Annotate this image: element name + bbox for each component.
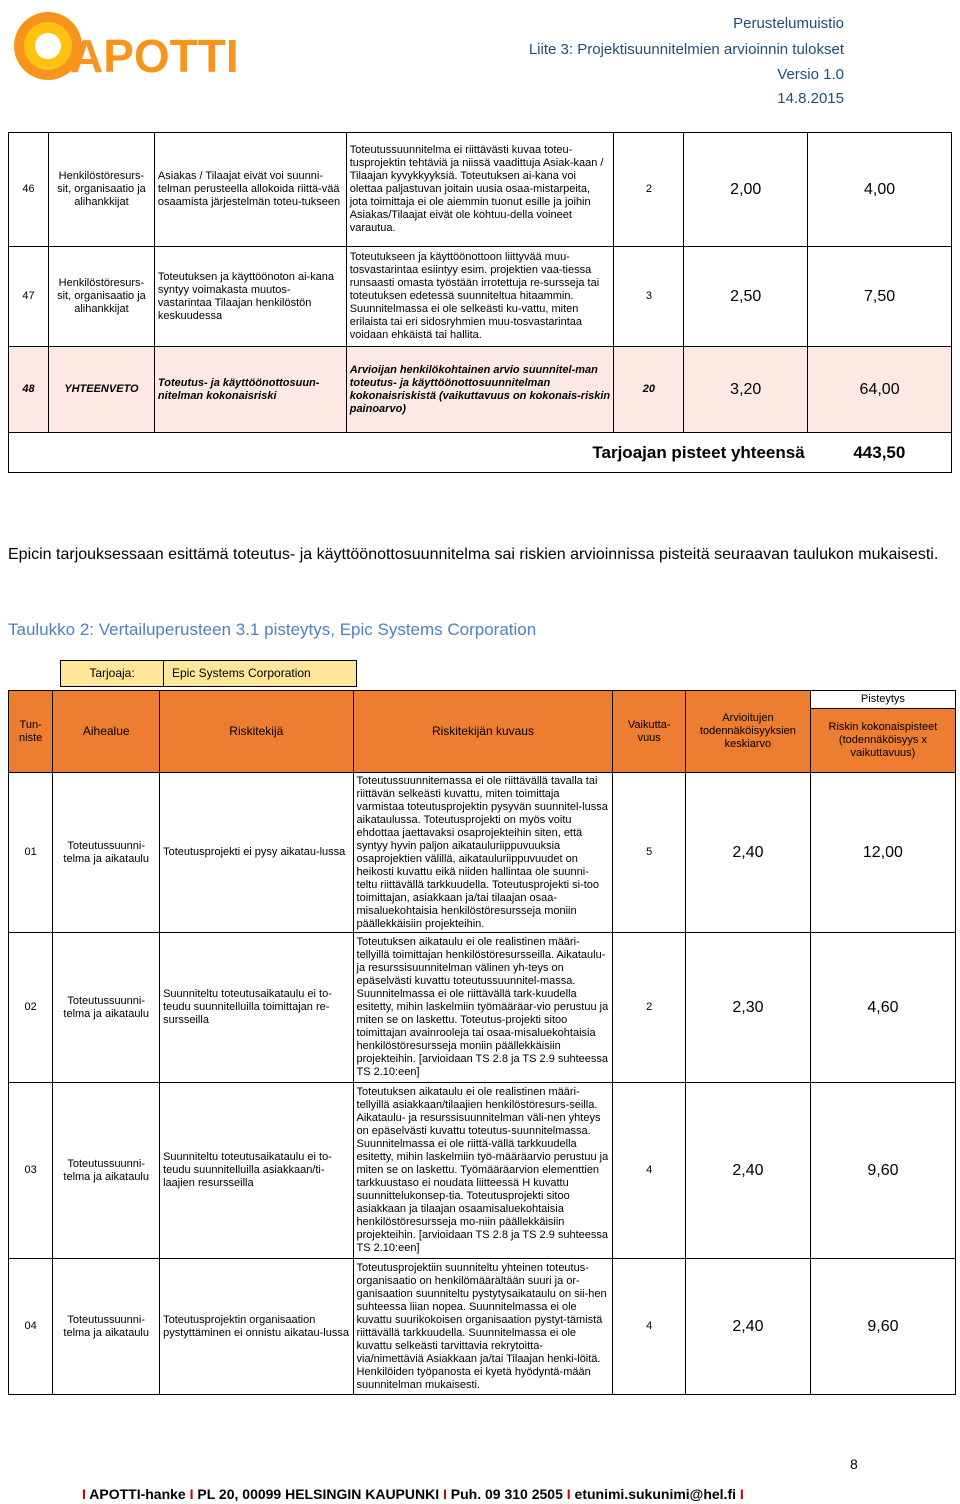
total-value: 443,50	[808, 433, 952, 473]
header-average: Arvioitujen todennäköisyyksien keskiarvo	[685, 691, 810, 773]
row-score: 7,50	[808, 247, 952, 347]
summary-area: YHTEENVETO	[48, 347, 154, 433]
table-caption: Taulukko 2: Vertailuperusteen 3.1 pisteytys, Epic Systems Corporation	[8, 620, 537, 639]
row-impact: 4	[613, 1083, 686, 1259]
header-line-4: 14.8.2015	[777, 90, 844, 107]
header-line-1: Perustelumuistio	[733, 15, 844, 32]
logo-text: APOTTI	[70, 30, 238, 82]
row-risk: Suunniteltu toteutusaikataulu ei to-teudu suunnitelluilla asiakkaan/ti-laajien resursseilla	[160, 1083, 353, 1259]
row-risk: Suunniteltu toteutusaikataulu ei to-teudu suunnitelluilla toimittajan re-sursseilla	[160, 933, 353, 1083]
table-row	[9, 1083, 956, 1259]
footer-email: etunimi.sukunimi@hel.fi	[574, 1486, 736, 1502]
total-row	[9, 433, 952, 473]
row-risk: Asiakas / Tilaajat eivät voi suunni-telman perusteella allokoida riittä-vää osaamista järjestelmän toteu-tukseen	[154, 133, 346, 247]
page-number: 8	[850, 1456, 858, 1472]
row-score: 9,60	[810, 1259, 955, 1395]
scoring-table	[8, 690, 956, 1395]
row-description: Toteutuksen aikataulu ei ole realistinen määri-tellyillä toimittajan henkilöstöresursseilla. Aikataulu- ja resurssisuunnitelman välinen yh-teys on epäselvästi kuvattu toteutussuunnitel-massa. Suunnitelmassa ei ole riittävällä tark-kuudella esitetty, mihin laskelmiin työmääräar-vio perustuu ja miten se on laskettu. Toteutus-projekti sitoo toimittajan avainrooleja tai osaa-misaluekohtaisia henkilöstöresursseja moniin päällekkäisiin projekteihin. [arvioidaan TS 2.8 ja TS 2.9 suhteessa TS 2.10:een]	[353, 933, 613, 1083]
row-impact: 3	[614, 247, 684, 347]
row-id: 46	[9, 133, 49, 247]
row-average: 2,40	[685, 1083, 810, 1259]
header-scoring-group: Pisteytys	[810, 691, 955, 709]
row-area: Toteutussuunni-telma ja aikataulu	[53, 933, 160, 1083]
row-area: Henkilöstöresurs-sit, organisaatio ja alihankkijat	[48, 247, 154, 347]
row-id: 03	[9, 1083, 53, 1259]
row-description: Toteutuksen aikataulu ei ole realistinen määri-tellyillä asiakkaan/tilaajien henkilöstöresurs-seilla. Aikataulu- ja resurssisuunnitelman väli-nen yhteys on epäselvästi kuvattu toteutus-suunnitelmassa. Suunnitelmassa ei ole riittä-vällä tarkkuudella esitetty, mihin laskelmiin työ-määräarvio perustuu ja miten se on laskettu. Työmääräarvion elementtien tarkkuustaso ei noudata liitteessä H kuvattu suunnittelukonsep-tia. Toteutusprojekti sitoo asiakkaan ja tilaajan osaamisaluekohtaisia henkilöstöresursseja mo-niin päällekkäisiin projekteihin. [arvioidaan TS 2.8 ja TS 2.9 suhteessa TS 2.10:een]	[353, 1083, 613, 1259]
header-area: Aihealue	[53, 691, 160, 773]
row-description: Toteutussuunnitelma ei riittävästi kuvaa toteu-tusprojektin tehtäviä ja niissä vaadittuja Asiak-kaan / Tilaajan kyvykkyyksiä. Toteutuksen ai-kana voi olettaa paljastuvan joitain uusia osaa-mistarpeita, jota toimittaja ei ole aiemmin tuonut esille ja joihin Asiakas/Tilaajat eivät ole kohtuu-della voineet varautua.	[346, 133, 614, 247]
footer-phone: Puh. 09 310 2505	[450, 1486, 563, 1502]
row-id: 01	[9, 773, 53, 933]
summary-description: Arvioijan henkilökohtainen arvio suunnitel-man toteutus- ja käyttöönottosuunnitelman kokonaisriskistä (vaikuttavuus on kokonais-riskin painoarvo)	[346, 347, 614, 433]
row-risk: Toteutusprojekti ei pysy aikatau-lussa	[160, 773, 353, 933]
apotti-logo	[8, 6, 238, 86]
row-score: 12,00	[810, 773, 955, 933]
row-description: Toteutusprojektiin suunniteltu yhteinen toteutus-organisaatio on henkilömäärältään suuri ja or-ganisaation suunniteltu pystytysaikataulu on sii-hen suhteessa liian nopea. Suunnitelmassa ei ole kuvattu suurikokoisen organisaation pystyt-tämistä riittävällä tarkkuudella. Suunnitelmassa ei ole kuvattu selkeästi tarvittavia rekrytoitta-via/nimettäviä Asiakkaan ja/tai Tilaajan henki-löitä. Henkilöiden työpanosta ei kyetä hyödyntä-mään suunnitelman mukaisesti.	[353, 1259, 613, 1395]
footer-project: APOTTI-hanke	[89, 1486, 186, 1502]
row-area: Toteutussuunni-telma ja aikataulu	[53, 1259, 160, 1395]
row-average: 2,40	[685, 1259, 810, 1395]
header-risk: Riskitekijä	[160, 691, 353, 773]
row-id: 04	[9, 1259, 53, 1395]
row-risk: Toteutusprojektin organisaation pystyttäminen ei onnistu aikatau-lussa	[160, 1259, 353, 1395]
table-row	[9, 247, 952, 347]
row-impact: 2	[613, 933, 686, 1083]
row-average: 2,40	[685, 773, 810, 933]
table-row	[9, 933, 956, 1083]
bidder-label: Tarjoaja:	[61, 661, 164, 687]
row-average: 2,30	[685, 933, 810, 1083]
summary-risk: Toteutus- ja käyttöönottosuun-nitelman kokonaisriski	[154, 347, 346, 433]
footer: I APOTTI-hanke I PL 20, 00099 HELSINGIN KAUPUNKI I Puh. 09 310 2505 I etunimi.sukunimi@hel.fi I	[82, 1486, 744, 1502]
row-id: 47	[9, 247, 49, 347]
header-id: Tun-niste	[9, 691, 53, 773]
row-area: Toteutussuunni-telma ja aikataulu	[53, 773, 160, 933]
intro-paragraph: Epicin tarjouksessaan esittämä toteutus- ja käyttöönottosuunnitelma sai riskien arvioinnissa pisteitä seuraavan taulukon mukaisesti.	[8, 546, 939, 563]
header-line-3: Versio 1.0	[777, 66, 844, 83]
summary-impact: 20	[614, 347, 684, 433]
row-description: Toteutukseen ja käyttöönottoon liittyvää muu-tosvastarintaa esiintyy esim. projektien vaa-tiessa runsaasti omasta työstään irrotettuja re-sursseja tai toteutuksen edetessä suunniteltua hitaammin. Suunnitelmassa ei ole selkeästi ku-vattu, miten erilaista tai eri sidosryhmien muu-tosvastarintaa voidaan ehkäistä tai hallita.	[346, 247, 614, 347]
row-impact: 4	[613, 1259, 686, 1395]
footer-address: PL 20, 00099 HELSINGIN KAUPUNKI	[197, 1486, 440, 1502]
summary-id: 48	[9, 347, 49, 433]
row-average: 2,50	[684, 247, 808, 347]
row-area: Henkilöstöresurs-sit, organisaatio ja alihankkijat	[48, 133, 154, 247]
table-row	[9, 773, 956, 933]
header-row	[9, 691, 956, 709]
bidder-box	[60, 660, 357, 687]
row-impact: 5	[613, 773, 686, 933]
row-score: 4,00	[808, 133, 952, 247]
header-line-2: Liite 3: Projektisuunnitelmien arvioinnin tulokset	[528, 41, 844, 58]
row-risk: Toteutuksen ja käyttöönoton ai-kana syntyy voimakasta muutos-vastarintaa Tilaajan henkilöstön keskuudessa	[154, 247, 346, 347]
row-score: 9,60	[810, 1083, 955, 1259]
summary-row	[9, 347, 952, 433]
row-impact: 2	[614, 133, 684, 247]
row-score: 4,60	[810, 933, 955, 1083]
upper-risk-table	[8, 132, 952, 473]
table-row	[9, 1259, 956, 1395]
row-id: 02	[9, 933, 53, 1083]
row-area: Toteutussuunni-telma ja aikataulu	[53, 1083, 160, 1259]
header-description: Riskitekijän kuvaus	[353, 691, 613, 773]
total-label: Tarjoajan pisteet yhteensä	[9, 433, 808, 473]
header-score: Riskin kokonaispisteet (todennäköisyys x vaikuttavuus)	[810, 709, 955, 773]
table-row	[9, 133, 952, 247]
summary-average: 3,20	[684, 347, 808, 433]
summary-score: 64,00	[808, 347, 952, 433]
bidder-value: Epic Systems Corporation	[164, 661, 357, 687]
header-impact: Vaikutta-vuus	[613, 691, 686, 773]
row-average: 2,00	[684, 133, 808, 247]
row-description: Toteutussuunnitemassa ei ole riittävällä tavalla tai riittävän selkeästi kuvattu, miten toimittaja varmistaa toteutusprojektin pysyvän suunnitel-lussa aikataulussa. Toteutusprojekti on myös voitu ehdottaa jaettavaksi osaprojekteihin siten, että syntyy hyvin paljon aikatauluriippuvuuksia osaprojektien välillä, aikatauluriippuvuudet on heikosti kuvattu eikä niiden hallintaa ole suunni-teltu riittävällä tarkkuudella. Toteutusprojekti si-too toimittajan, asiakkaan ja/tai tilaajan osaa-misaluekohtaisia henkilöstöresursseja moniin päällekkäisiin projekteihin.	[353, 773, 613, 933]
